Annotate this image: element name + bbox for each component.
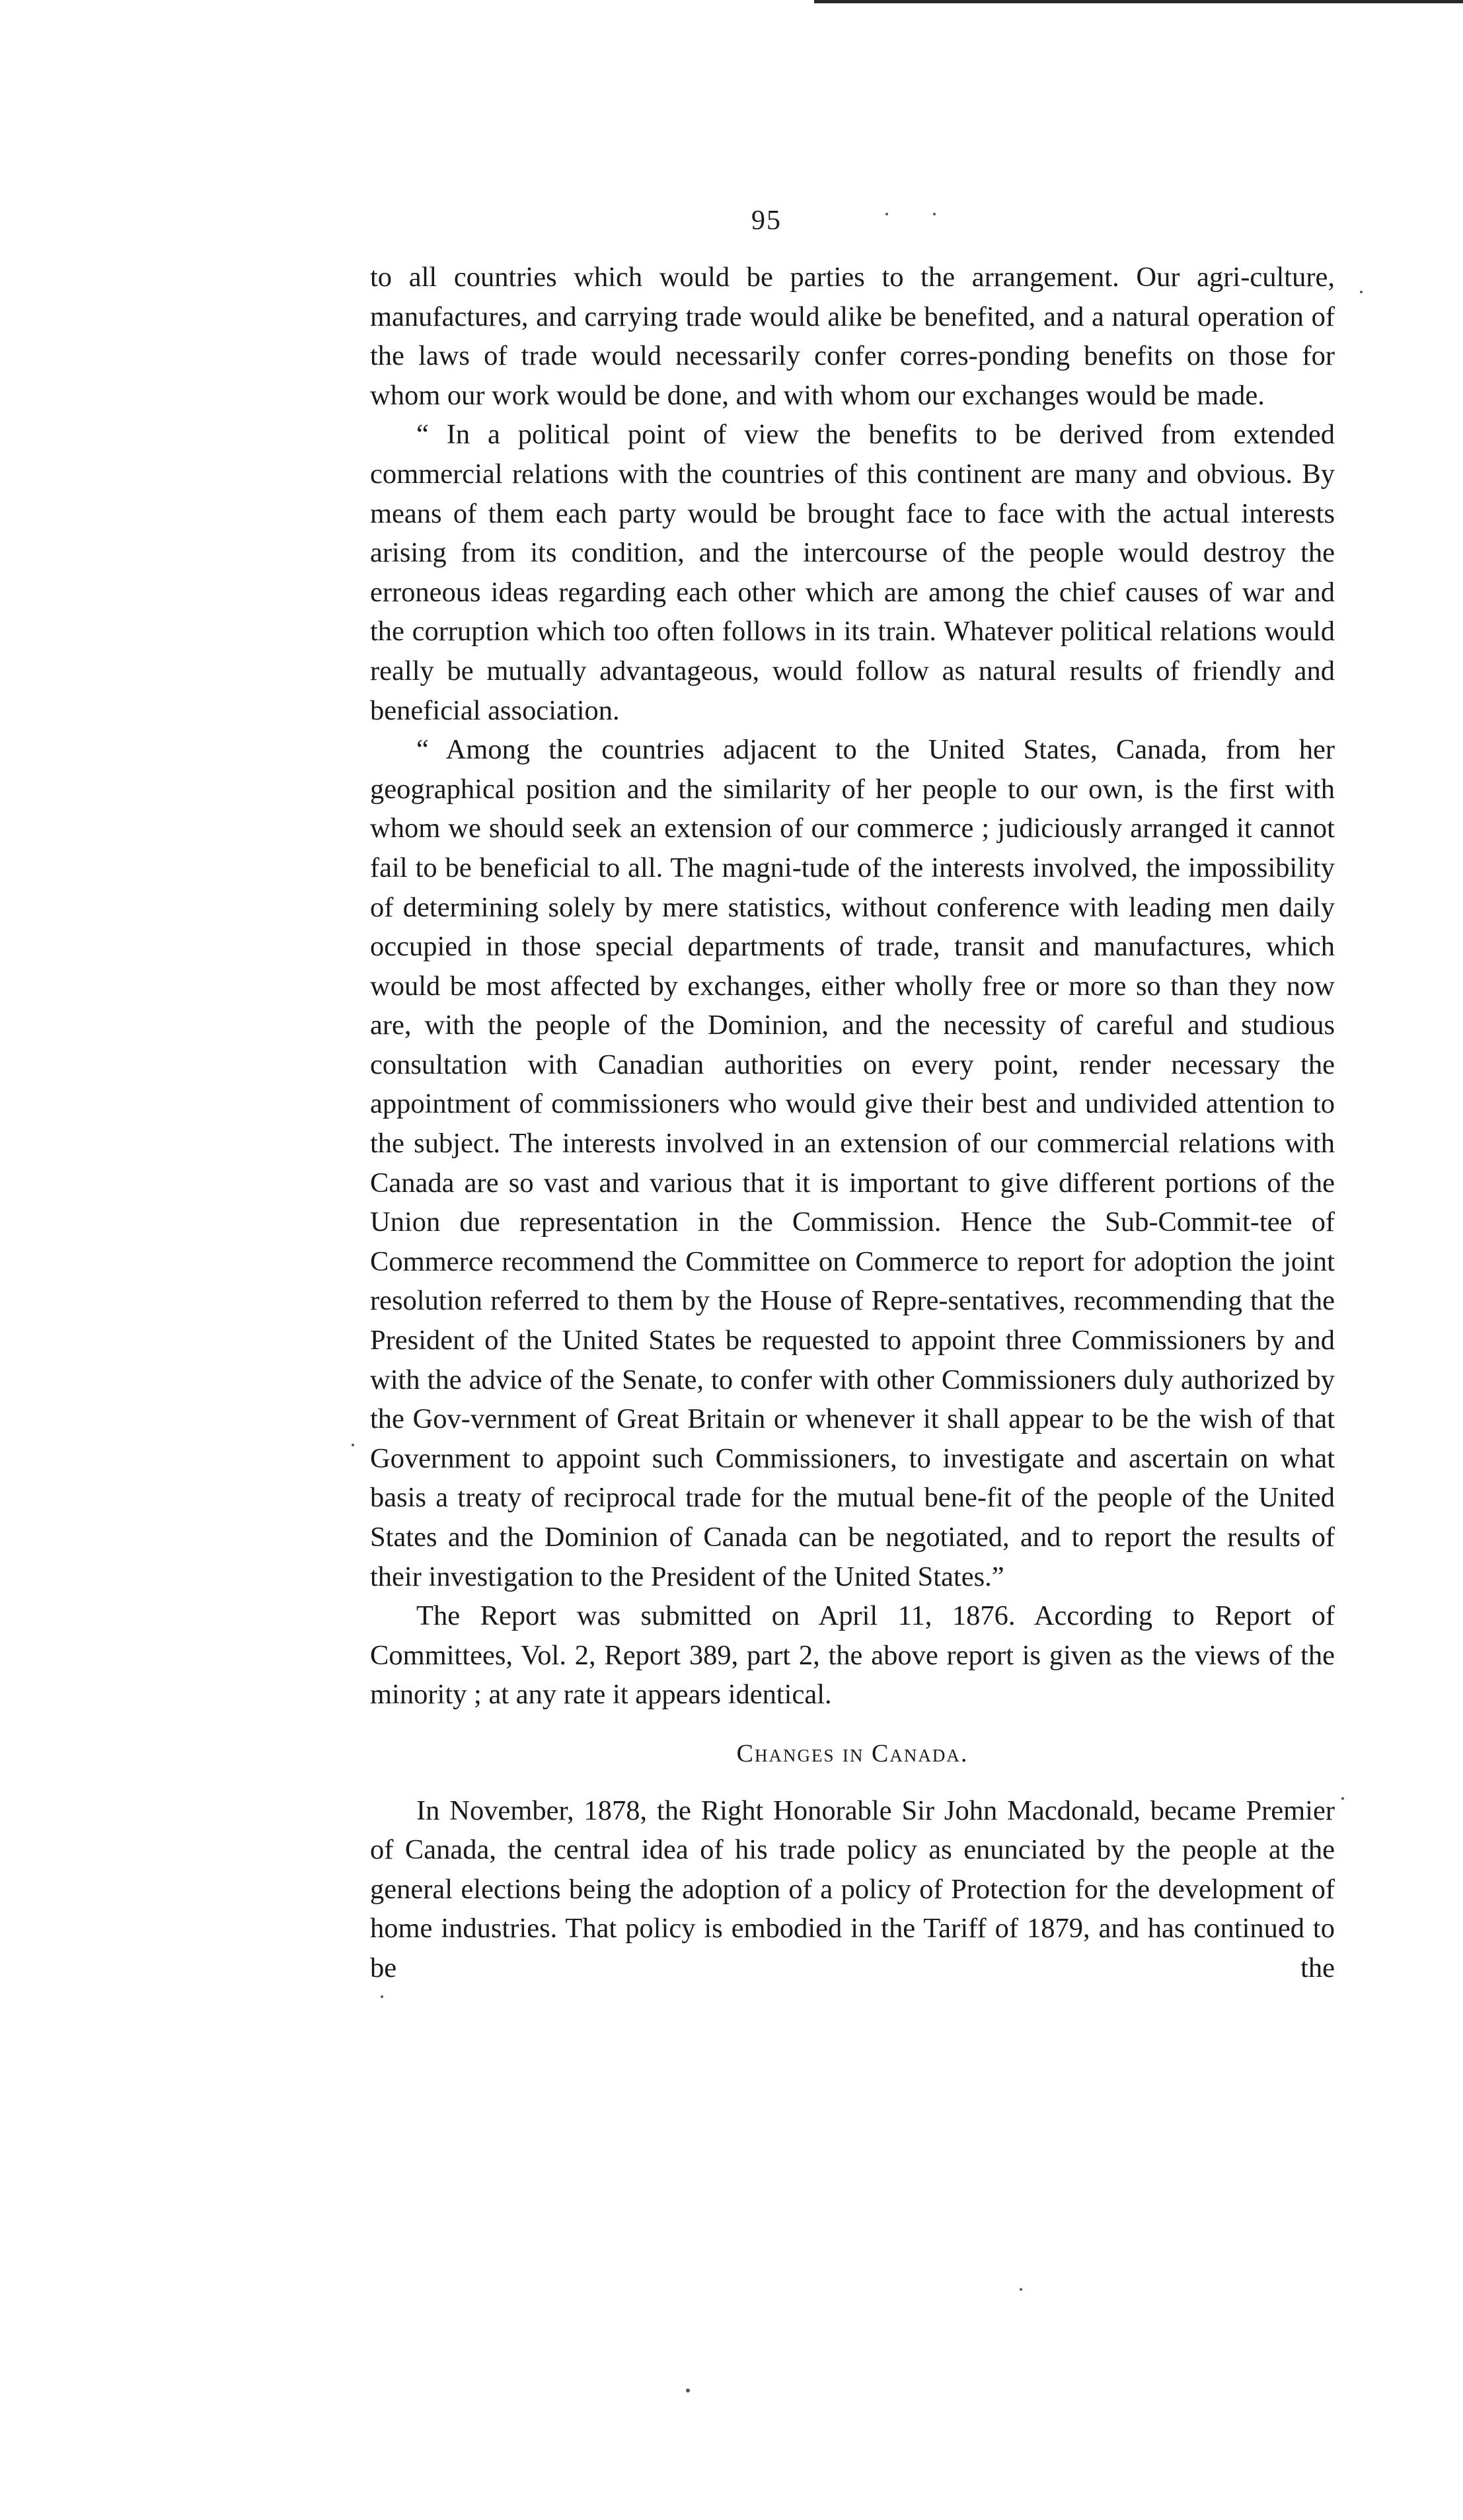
paragraph-5: In November, 1878, the Right Honorable Sir John Macdonald, became Premier of Canada, the central idea of his trade policy as enunciated by the people at the general elections being the adoption of a policy of Protection for the development of home industries. That policy is embodied in the Tariff of 1879, and has continued to be the — [370, 1795, 1335, 1983]
scan-speck — [686, 2389, 690, 2392]
top-edge-rule — [814, 0, 1463, 3]
scan-speck — [933, 213, 936, 215]
body-text — [370, 258, 1335, 1988]
paragraph-3: “ Among the countries adjacent to the United States, Canada, from her geographical position and the similarity of her people to our own, is the first with whom we should seek an extension of our commerce ; judiciously arranged it cannot fail to be beneficial to all. The magni-tude of the interests involved, the impossibility of determining solely by mere statistics, without conference with leading men daily occupied in those special departments of trade, transit and manufactures, which would be most affected by exchanges, either wholly free or more so than they now are, with the people of the Dominion, and the necessity of careful and studious consultation with Canadian authorities on every point, render necessary the appointment of commissioners who would give their best and undivided attention to the subject. The interests involved in an extension of our commercial relations with Canada are so vast and various that it is important to give different portions of the Union due representation in the Commission. Hence the Sub-Commit-tee of Commerce recommend the Committee on Commerce to report for adoption the joint resolution referred to them by the House of Repre-sentatives, recommending that the President of the United States be requested to appoint three Commissioners by and with the advice of the Senate, to confer with other Commissioners duly authorized by the Gov-vernment of Great Britain or whenever it shall appear to be the wish of that Government to appoint such Commissioners, to investigate and ascertain on what basis a treaty of reciprocal trade for the mutual bene-fit of the people of the United States and the Dominion of Canada can be negotiated, and to report the results of their investigation to the President of the United States.” — [370, 734, 1335, 1592]
section-heading: Changes in Canada. — [736, 1739, 969, 1767]
paragraph-2: “ In a political point of view the benefits to be derived from extended commercial relations with the countries of this continent are many and obvious. By means of them each party would be brought face to face with the actual interests arising from its condition, and the intercourse of the people would destroy the erroneous ideas regarding each other which are among the chief causes of war and the corruption which too often follows in its train. Whatever political relations would really be mutually advantageous, would follow as natural results of friendly and beneficial association. — [370, 419, 1335, 726]
scan-speck — [1020, 2288, 1022, 2291]
page-number: 95 — [751, 205, 782, 236]
scan-speck — [381, 1995, 383, 1998]
scan-speck — [885, 213, 888, 215]
scan-speck — [1341, 1797, 1344, 1800]
scan-speck — [1360, 291, 1363, 293]
paragraph-4: The Report was submitted on April 11, 1876. According to Report of Committees, Vol. 2, Report 389, part 2, the above report is given as the views of the minority ; at any rate it appears identical. — [370, 1600, 1335, 1711]
paragraph-1: to all countries which would be parties to the arrangement. Our agri-culture, manufactures, and carrying trade would alike be benefited, and a natural operation of the laws of trade would necessarily confer corres-ponding benefits on those for whom our work would be done, and with whom our exchanges would be made. — [370, 262, 1335, 411]
scan-speck — [352, 1444, 354, 1446]
